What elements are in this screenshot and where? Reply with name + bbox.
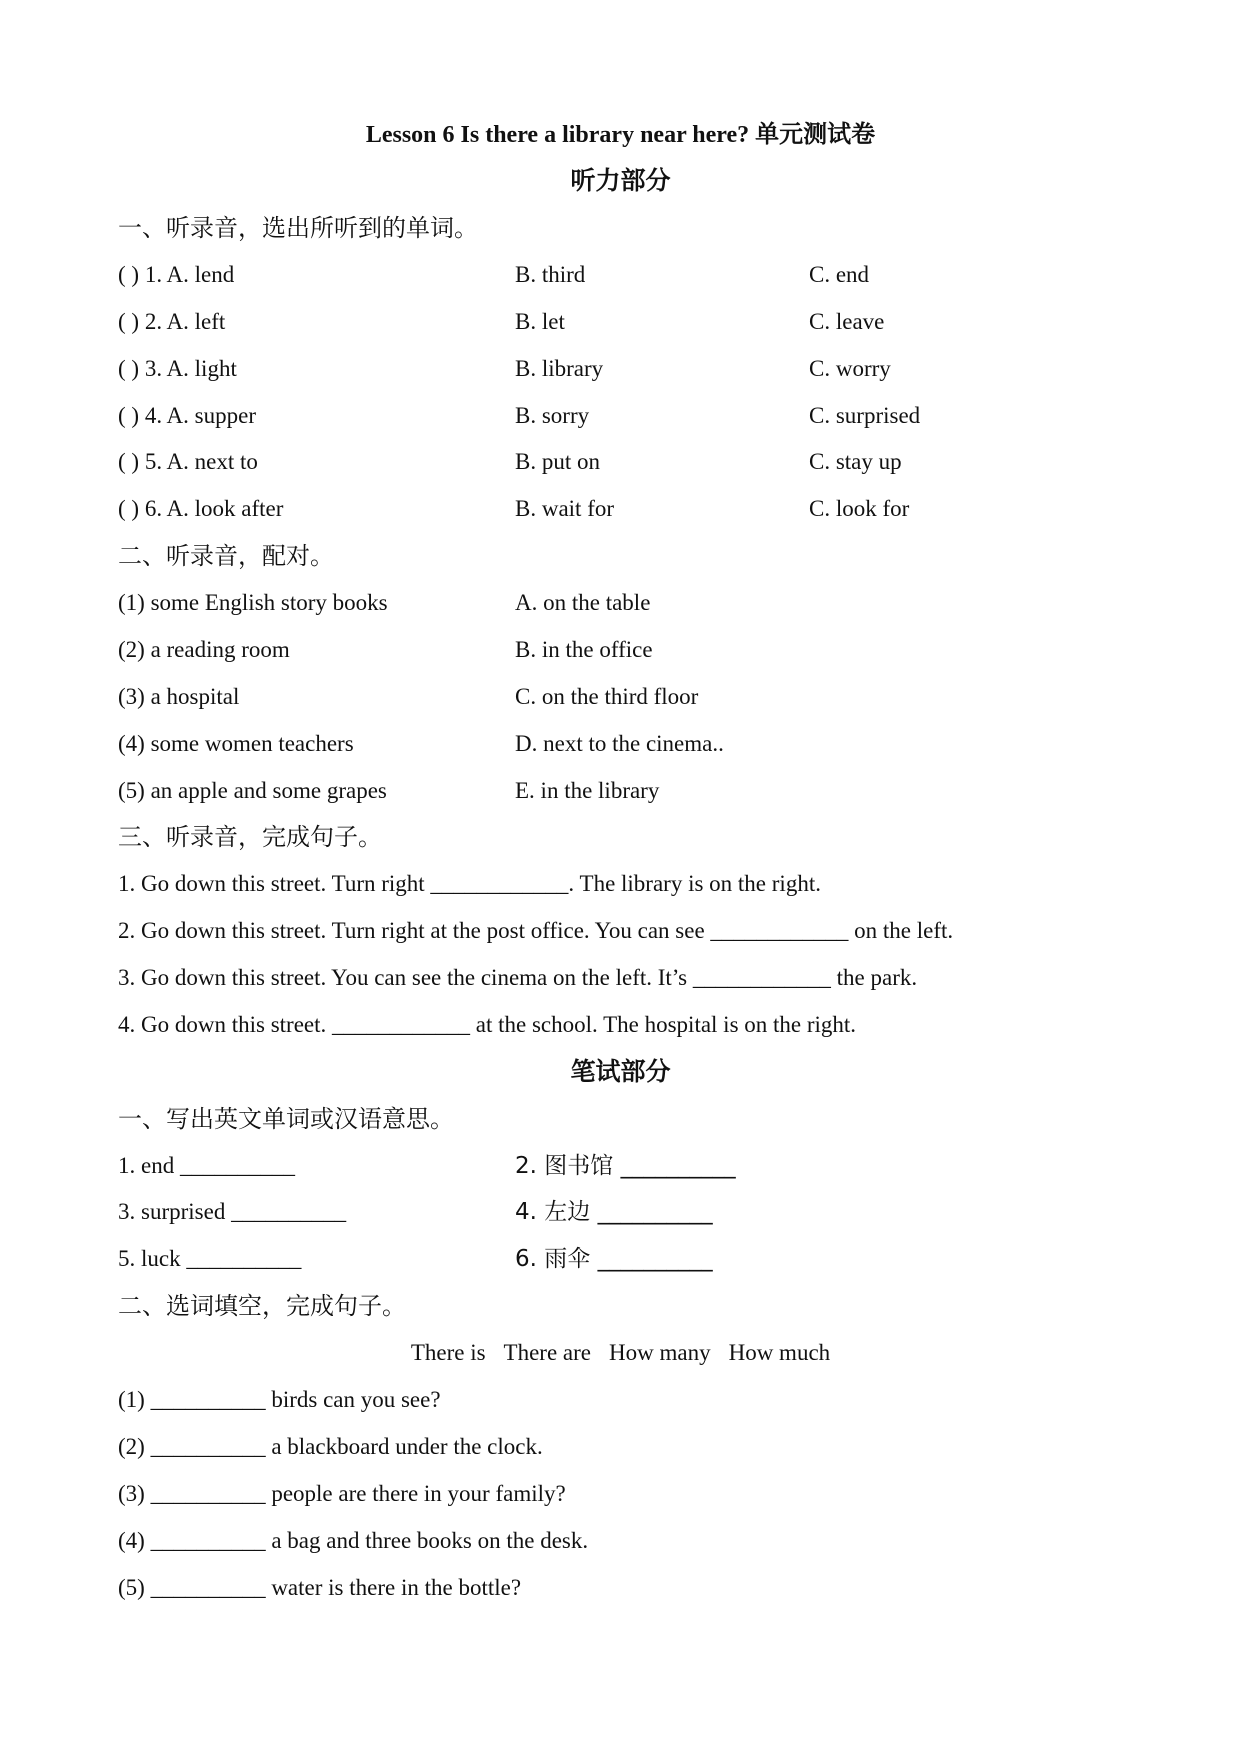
match-row — [0, 729, 1241, 759]
choice-c: C. surprised — [809, 403, 921, 428]
choice-row — [0, 494, 1241, 524]
fill-sentence: (2) __________ a blackboard under the clock. — [118, 1434, 543, 1459]
match-right: B. in the office — [515, 637, 653, 662]
match-row — [0, 682, 1241, 712]
writing-section-title: 笔试部分 — [570, 1057, 671, 1086]
choice-row — [0, 354, 1241, 384]
choice-a: ( ) 4. A. supper — [118, 403, 256, 428]
choice-b: B. library — [515, 356, 604, 381]
choice-row — [0, 307, 1241, 337]
listening-part1-heading: 一、听录音，选出所听到的单词。 — [118, 214, 478, 242]
choice-row — [0, 401, 1241, 431]
writing-part1-heading: 一、写出英文单词或汉语意思。 — [118, 1105, 454, 1133]
vocab-row — [0, 1197, 1241, 1227]
listening-section-title: 听力部分 — [570, 166, 671, 195]
page-title: Lesson 6 Is there a library near here? 单元测试卷 — [365, 122, 876, 148]
choice-c: C. worry — [809, 356, 891, 381]
choice-b: B. put on — [515, 449, 600, 474]
listening-part2-heading: 二、听录音，配对。 — [118, 542, 334, 570]
choice-row — [0, 260, 1241, 290]
match-right: A. on the table — [515, 590, 651, 615]
match-left: (4) some women teachers — [118, 731, 354, 756]
choice-c: C. end — [809, 262, 870, 287]
sentence: 4. Go down this street. ____________ at the school. The hospital is on the right. — [118, 1012, 857, 1037]
sentence: 2. Go down this street. Turn right at the post office. You can see ____________ on the left. — [118, 918, 954, 943]
vocab-row — [0, 1151, 1241, 1181]
sentence: 1. Go down this street. Turn right ____________. The library is on the right. — [118, 871, 821, 896]
match-left: (1) some English story books — [118, 590, 388, 615]
match-right: C. on the third floor — [515, 684, 699, 709]
fill-sentence: (5) __________ water is there in the bottle? — [118, 1575, 522, 1600]
writing-part2-heading: 二、选词填空，完成句子。 — [118, 1292, 406, 1320]
choice-a: ( ) 5. A. next to — [118, 449, 258, 474]
vocab-row — [0, 1244, 1241, 1274]
choice-c: C. look for — [809, 496, 910, 521]
word-bank-item: There is — [410, 1340, 486, 1365]
choice-a: ( ) 1. A. lend — [118, 262, 235, 287]
match-right: E. in the library — [515, 778, 660, 803]
choice-a: ( ) 2. A. left — [118, 309, 226, 334]
word-bank — [0, 1338, 1241, 1368]
vocab-left: 5. luck __________ — [118, 1246, 302, 1271]
match-row — [0, 635, 1241, 665]
listening-part3-heading: 三、听录音，完成句子。 — [118, 823, 382, 851]
word-bank-item: How many — [609, 1340, 711, 1365]
choice-b: B. wait for — [515, 496, 615, 521]
match-left: (3) a hospital — [118, 684, 240, 709]
word-bank-item: How much — [728, 1340, 831, 1365]
vocab-left: 1. end __________ — [118, 1153, 295, 1178]
fill-sentence: (1) __________ birds can you see? — [118, 1387, 441, 1412]
fill-sentence: (4) __________ a bag and three books on the desk. — [118, 1528, 589, 1553]
choice-b: B. let — [515, 309, 565, 334]
fill-sentence: (3) __________ people are there in your family? — [118, 1481, 566, 1506]
choice-b: B. third — [515, 262, 586, 287]
match-row — [0, 776, 1241, 806]
choice-b: B. sorry — [515, 403, 590, 428]
word-bank-item: There are — [503, 1340, 591, 1365]
vocab-right: 4. 左边 __________ — [515, 1199, 713, 1225]
match-row — [0, 588, 1241, 618]
vocab-right: 2. 图书馆 __________ — [515, 1153, 736, 1179]
choice-c: C. leave — [809, 309, 885, 334]
choice-row — [0, 447, 1241, 477]
choice-a: ( ) 6. A. look after — [118, 496, 284, 521]
match-right: D. next to the cinema.. — [515, 731, 724, 756]
vocab-right: 6. 雨伞 __________ — [515, 1246, 713, 1272]
match-left: (5) an apple and some grapes — [118, 778, 387, 803]
match-left: (2) a reading room — [118, 637, 290, 662]
choice-c: C. stay up — [809, 449, 902, 474]
sentence: 3. Go down this street. You can see the cinema on the left. It’s ____________ the park. — [118, 965, 918, 990]
choice-a: ( ) 3. A. light — [118, 356, 237, 381]
vocab-left: 3. surprised __________ — [118, 1199, 347, 1224]
